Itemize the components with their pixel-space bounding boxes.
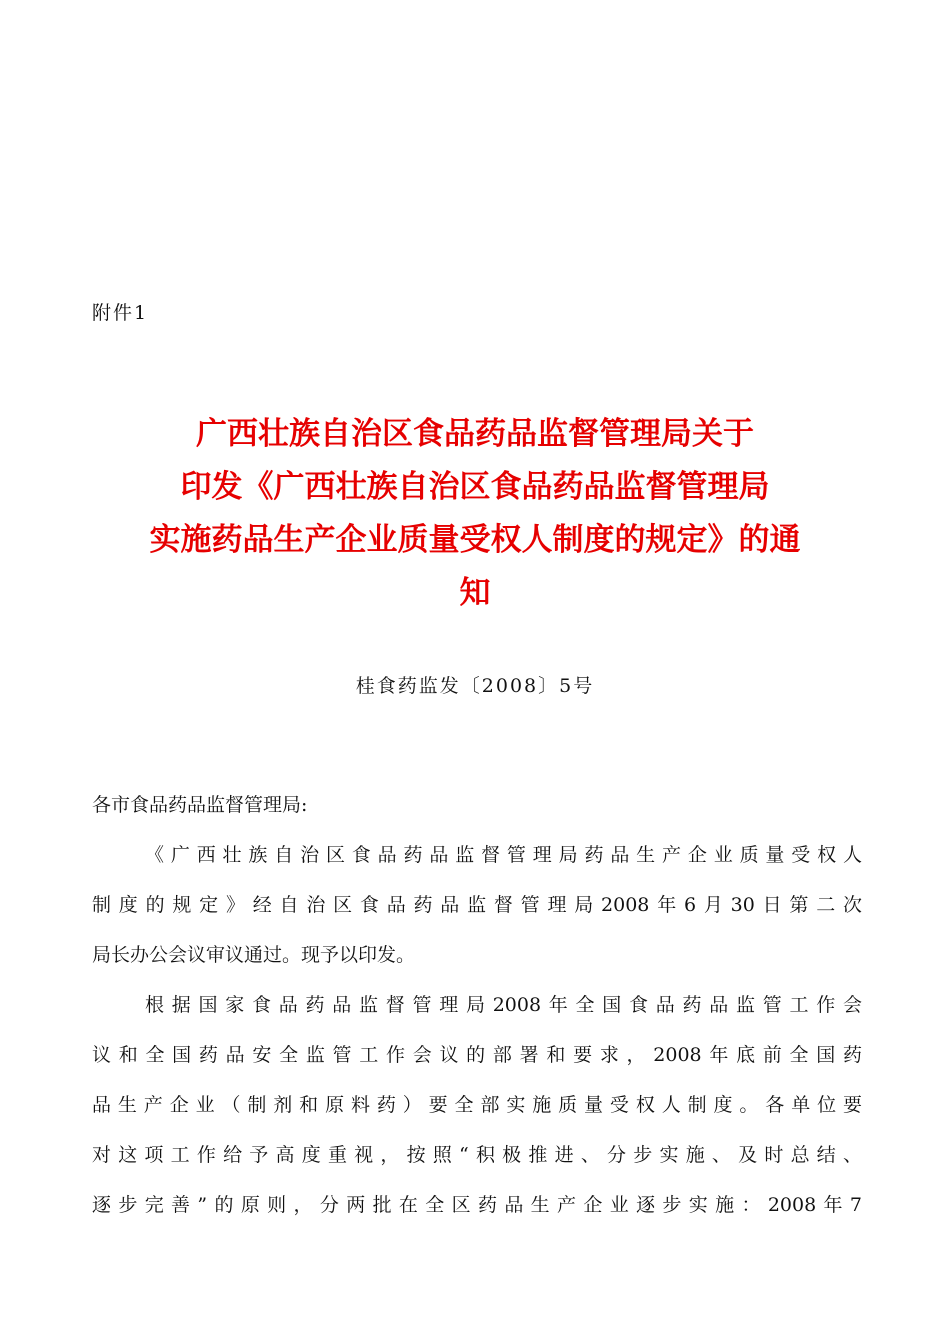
document-title (60, 408, 890, 620)
document-number: 桂食药监发〔2008〕5号 (355, 675, 595, 697)
paragraph-1-line-3: 局长办公会议审议通过。现予以印发。 (92, 944, 416, 966)
paragraph-2-line-5: 逐步完善”的原则，分两批在全区药品生产企业逐步实施：2008年7 (92, 1194, 862, 1216)
title-line-3: 实施药品生产企业质量受权人制度的规定》的通 (149, 522, 801, 558)
document-body (92, 780, 862, 1230)
salutation: 各市食品药品监督管理局: (92, 794, 308, 816)
title-line-2: 印发《广西壮族自治区食品药品监督管理局 (180, 469, 770, 505)
paragraph-2-line-4: 对这项工作给予高度重视，按照“积极推进、分步实施、及时总结、 (92, 1144, 862, 1166)
attachment-label: 附件1 (92, 302, 149, 324)
paragraph-1-line-2: 制度的规定》经自治区食品药品监督管理局2008年6月30日第二次 (92, 894, 862, 916)
paragraph-2-line-2: 议和全国药品安全监管工作会议的部署和要求，2008年底前全国药 (92, 1044, 862, 1066)
paragraph-1-line-1: 《广西壮族自治区食品药品监督管理局药品生产企业质量受权人 (145, 844, 862, 866)
title-line-4: 知 (459, 575, 491, 611)
paragraph-2-line-3: 品生产企业（制剂和原料药）要全部实施质量受权人制度。各单位要 (92, 1094, 862, 1116)
title-line-1: 广西壮族自治区食品药品监督管理局关于 (196, 416, 754, 452)
paragraph-2-line-1: 根据国家食品药品监督管理局2008年全国食品药品监管工作会 (145, 994, 862, 1016)
